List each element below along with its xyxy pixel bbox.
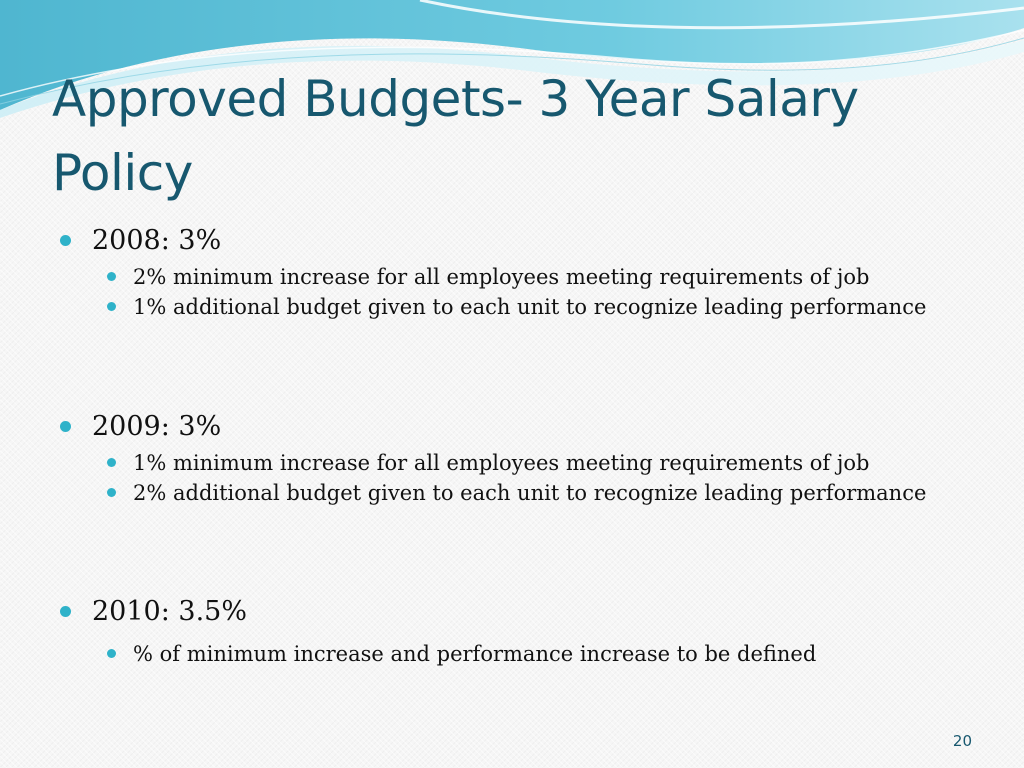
list-item — [60, 408, 960, 446]
bullet-icon — [107, 649, 116, 658]
bullet-icon — [60, 421, 71, 432]
list-item — [133, 264, 960, 290]
bullet-icon — [107, 488, 116, 497]
list-item — [60, 593, 960, 631]
bullet-icon — [60, 235, 71, 246]
list-item — [133, 641, 960, 667]
section-2010 — [60, 593, 960, 667]
section-2008 — [60, 222, 960, 320]
list-item — [133, 450, 960, 476]
bullet-icon — [107, 272, 116, 281]
section-heading: 2008: 3% — [92, 225, 222, 256]
section-heading: 2009: 3% — [92, 411, 222, 442]
bullet-icon — [107, 458, 116, 467]
section-2009 — [60, 408, 960, 506]
bullet-icon — [60, 606, 71, 617]
bullet-icon — [107, 302, 116, 311]
sub-item-text: % of minimum increase and performance increase to be defined — [133, 642, 817, 666]
list-item — [133, 294, 960, 320]
sub-item-text: 2% minimum increase for all employees meeting requirements of job — [133, 265, 870, 289]
list-item — [133, 480, 960, 506]
slide-title: Approved Budgets- 3 Year Salary Policy — [52, 70, 859, 202]
page-number: 20 — [952, 732, 972, 750]
sub-item-text: 1% minimum increase for all employees meeting requirements of job — [133, 451, 870, 475]
section-heading: 2010: 3.5% — [92, 596, 247, 627]
sub-item-text: 2% additional budget given to each unit to recognize leading performance — [133, 481, 927, 505]
list-item — [60, 222, 960, 260]
sub-item-text: 1% additional budget given to each unit to recognize leading performance — [133, 295, 927, 319]
